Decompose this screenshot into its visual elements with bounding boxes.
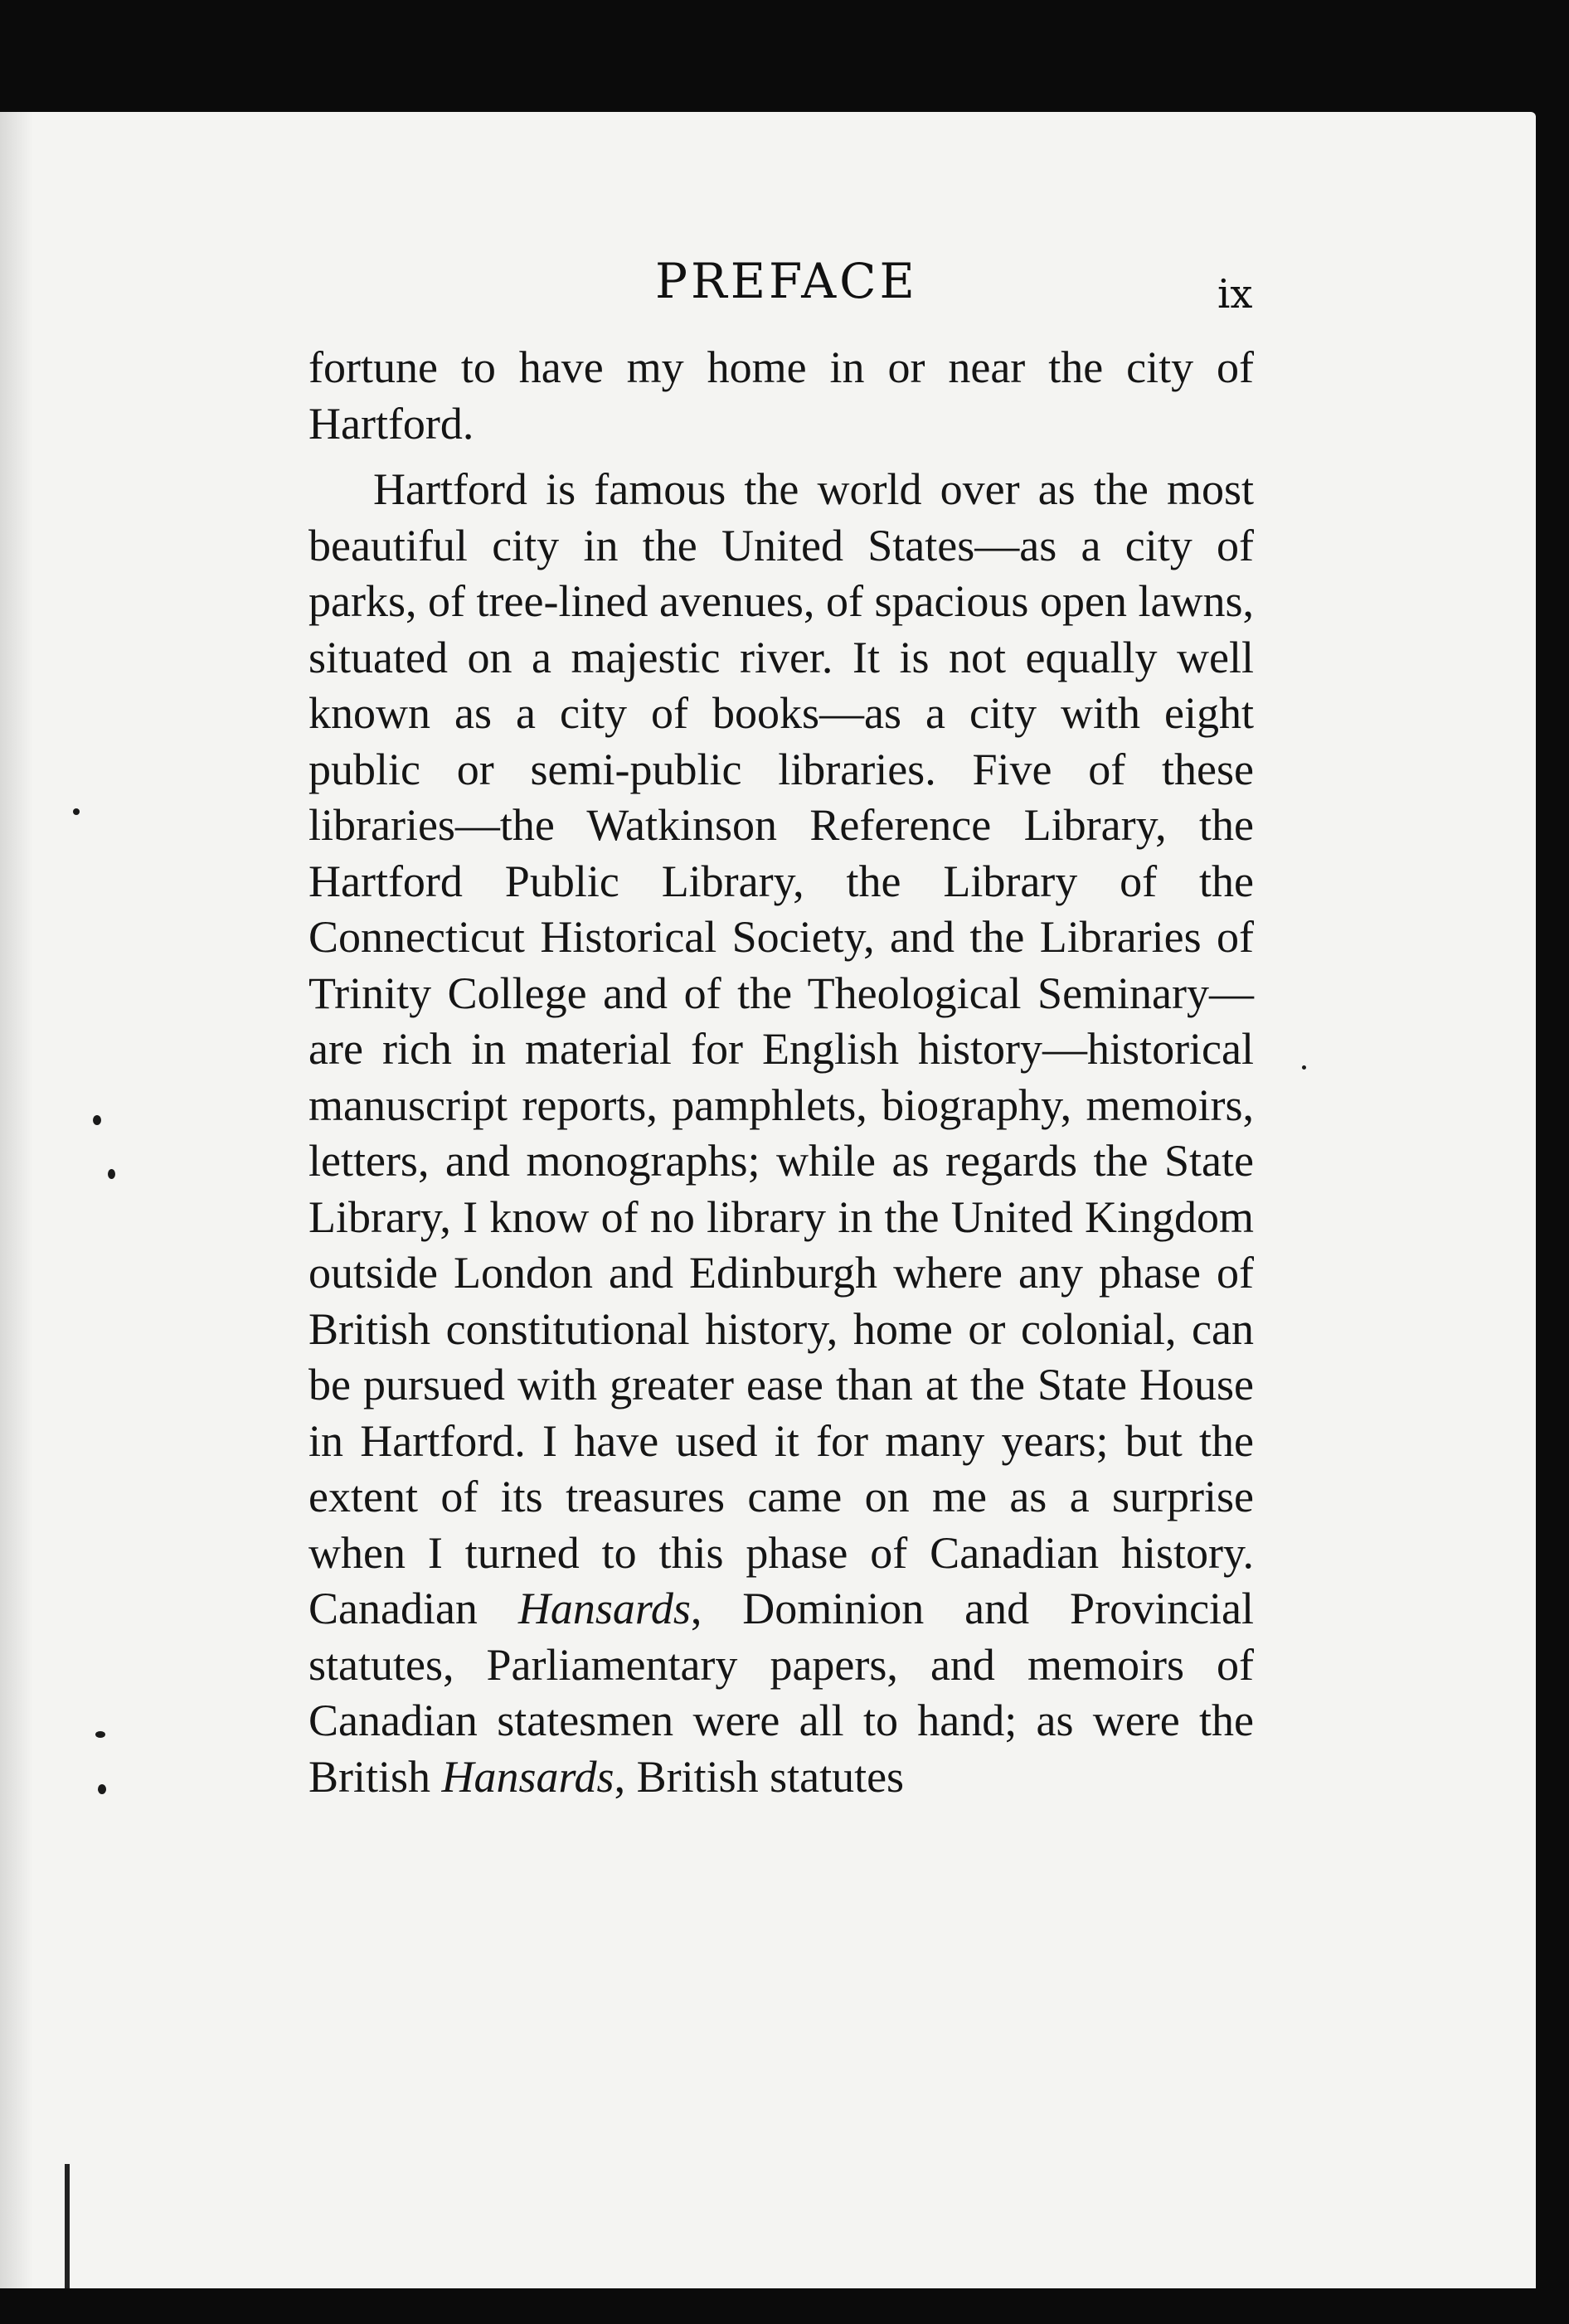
margin-speck (73, 808, 80, 815)
margin-speck (95, 1731, 105, 1738)
italic-title-hansards-2: Hansards (441, 1751, 614, 1802)
binding-edge (65, 2164, 70, 2288)
margin-speck (108, 1169, 115, 1179)
paragraph-1: fortune to have my home in or near the city of Hartford. (308, 342, 1254, 449)
margin-speck (98, 1784, 106, 1794)
paragraph-2-part-b: , Dominion and Provincial statutes, Parliamentary papers, and memoirs of Canadian statesmen were all to hand; as were the British (308, 1584, 1255, 1802)
page-number: ix (1217, 271, 1253, 318)
paragraph-2-part-c: , British statutes (614, 1751, 905, 1802)
running-head: PREFACE (655, 253, 918, 309)
body-text (308, 340, 1254, 1805)
italic-title-hansards-1: Hansards (517, 1584, 691, 1633)
gutter-shadow (0, 112, 33, 2288)
margin-speck (93, 1115, 101, 1125)
margin-speck (1302, 1065, 1306, 1070)
paragraph-2 (308, 462, 1254, 1805)
paragraph-2-part-a: Hartford is famous the world over as the most beautiful city in the United States—as a city of parks, of tree-lined avenues, of spacious open lawns, situated on a majestic river. It is not equally well known as a city of books—as a city with eight public or semi-public libraries. Five of these libraries—the Watkinson Reference Library, the Hartford Public Library, the Library of the Connecticut Historical Society, and the Libraries of Trinity College and of the Theological Seminary—are rich in material for English history—historical manuscript reports, pamphlets, biography, memoirs, letters, and monographs; while as regards the State Library, I know of no library in the United Kingdom outside London and Edinburgh where any phase of British constitutional history, home or colonial, can be pursued with greater ease than at the State House in Hartford. I have used it for many years; but the extent of its treasures came on me as a surprise when I turned to this phase of Canadian history. Canadian (308, 464, 1254, 1633)
page-header (0, 253, 1536, 327)
